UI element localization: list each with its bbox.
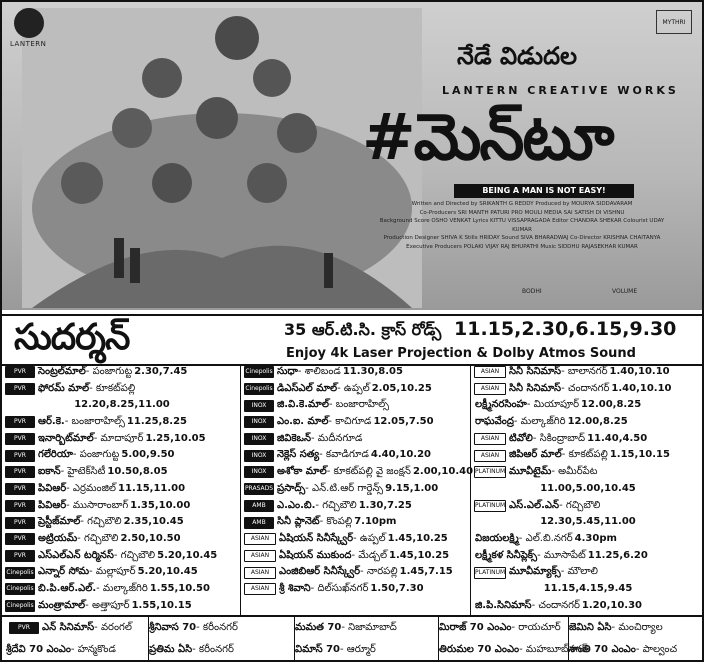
chain-logo: ASIAN xyxy=(244,567,276,579)
theatre-name: జి.పి.సినిమాస్ xyxy=(475,599,532,611)
theatre-area: - గచ్చిబౌలి xyxy=(113,549,156,561)
theatre-area: - గచ్చిబౌలి xyxy=(315,499,357,511)
movie-title: #మెన్‌టూ xyxy=(362,101,613,175)
sponsor-logo: BODHI xyxy=(522,288,542,295)
theatre-name: ప్రసాద్స్ xyxy=(277,482,306,494)
showtimes: 1.45,10.25 xyxy=(387,532,448,544)
chain-logo: ASIAN xyxy=(474,383,506,395)
listing-row xyxy=(2,447,240,464)
theatre-name: సుధా xyxy=(277,366,298,377)
main-theatre-times: 11.15,2.30,6.15,9.30 xyxy=(454,318,677,340)
chain-logo: PVR xyxy=(5,550,35,562)
theatre-name: విమాస్ 70 xyxy=(295,644,341,655)
chain-logo: PVR xyxy=(5,366,35,378)
theatre-name: మిరాజ్ 70 ఎంఎం xyxy=(439,622,512,633)
theatre-name: ఎస్ఎల్ఎన్ టర్మినస్ xyxy=(38,549,114,561)
listing-row xyxy=(2,414,240,431)
theatre-name: సెంట్రల్‌మాల్ xyxy=(38,366,86,377)
showtimes: 1.30,7.25 xyxy=(358,499,412,511)
theatre-name: శ్రీ శివాని xyxy=(279,582,311,594)
theatre-name: ఎ.ఎం.బి. xyxy=(277,499,316,511)
listing-row xyxy=(241,464,474,481)
theatre-name: ఇనార్బిట్‌మాల్ xyxy=(38,432,94,444)
credit-line: Co-Producers SRI MANTH PATURI PRO MOULI MEDIA SAI SATISH DI VISHNU xyxy=(419,209,625,216)
theatre-name: ఎన్ సినిమాస్ xyxy=(42,622,95,633)
movie-poster xyxy=(2,2,702,310)
theatre-name: లక్ష్మీనరసింహ xyxy=(475,399,527,411)
chain-logo: PLATINUM xyxy=(474,466,506,478)
theatre-area: - వరంగల్ xyxy=(94,622,132,633)
theatre-area: - నారపల్లి xyxy=(360,566,398,578)
chain-logo: Cinepolis xyxy=(5,600,35,612)
theatre-name: అశోకా మాల్ xyxy=(277,466,327,478)
theatre-area: - బాలానగర్ xyxy=(561,366,608,377)
listing-row xyxy=(241,364,471,381)
theatre-name: జివికెఒన్ xyxy=(277,432,311,444)
chain-logo: Cinepolis xyxy=(5,583,35,595)
theatre-name: పివిఆర్ xyxy=(38,499,67,511)
showtimes: 11.15,4.15,9.45 xyxy=(543,582,633,594)
theatre-area: - అమీర్‌పేట xyxy=(551,466,598,478)
chain-logo: PVR xyxy=(5,416,35,428)
theatre-name: పివిఆర్ xyxy=(38,482,67,494)
showtimes: 5.00,9.50 xyxy=(121,449,175,461)
showtimes: 1.35,10.00 xyxy=(130,499,191,511)
chain-logo: ASIAN xyxy=(474,433,506,445)
credit-line: Executive Producers POLAKI VIJAY RAJ BHUPATHI Music SIDDHU RAJASEKHAR KUMAR xyxy=(406,243,638,250)
theatre-area: - దిల్‌సుఖ్‌నగర్ xyxy=(310,582,369,594)
showtimes: 2.00,10.40 xyxy=(412,466,474,478)
listing-row xyxy=(471,381,703,398)
theatre-name: ఎంజిబిఆర్ సినీస్క్వేర్ xyxy=(279,566,361,578)
chain-logo: ASIAN xyxy=(244,533,276,545)
theatre-area: - చందానగర్ xyxy=(531,599,580,611)
theatre-area: - ఉప్పల్ xyxy=(353,532,386,544)
theatre-area: - మహబూబ్‌నగర్ xyxy=(519,644,588,655)
listing-row xyxy=(471,581,703,598)
listing-row xyxy=(241,564,471,581)
theatre-name: మంత్రామాల్ xyxy=(38,599,86,611)
showtimes: 1.55,10.50 xyxy=(149,582,210,594)
showtimes: 2.05,10.25 xyxy=(371,382,432,394)
district-theatre xyxy=(568,617,701,639)
theatre-area: - పంజాగుట్ట xyxy=(85,366,133,377)
chain-logo: ASIAN xyxy=(244,550,276,562)
theatre-area: - నిజామాబాద్ xyxy=(341,622,397,633)
showtimes: 5.20,10.45 xyxy=(157,549,218,561)
theatre-name: ఏషియన్ ముకుంద xyxy=(279,549,352,561)
main-theatre-tech: Enjoy 4k Laser Projection & Dolby Atmos Sound xyxy=(286,346,636,361)
theatre-area: - కొంపల్లి xyxy=(319,516,353,528)
theatre-name: నెక్లెస్ సత్య xyxy=(277,449,320,461)
listing-row xyxy=(241,581,471,598)
showtimes: 12.00,8.25 xyxy=(581,399,642,411)
theatre-name: ఎస్.ఎల్.ఎన్ xyxy=(509,499,560,511)
district-theatre xyxy=(568,639,701,661)
district-listings xyxy=(2,615,702,662)
chain-logo: PVR xyxy=(5,383,35,395)
theatre-name: టివోలి xyxy=(509,432,533,444)
showtimes: 1.55,10.15 xyxy=(131,599,192,611)
theatre-name: అట్రియమ్ xyxy=(38,532,78,544)
theatre-area: - కూకట్‌పల్లి xyxy=(89,382,136,394)
listing-row xyxy=(241,431,471,448)
chain-logo: INOX xyxy=(244,433,274,445)
listing-row xyxy=(2,548,240,565)
theatre-area: - హైటెక్‌సిటీ xyxy=(60,466,106,478)
listing-row xyxy=(241,548,471,565)
theatre-name: ప్రెస్టీజ్‌మాల్ xyxy=(38,516,81,528)
theatre-area: - మంచిర్యాల xyxy=(611,622,663,633)
theatre-area: - మూసాపేట్ xyxy=(537,549,586,561)
chain-logo: Cinepolis xyxy=(244,366,274,378)
theatre-name: బి.పి.ఆర్.ఎల్. xyxy=(38,582,97,594)
listing-row xyxy=(471,548,703,565)
chain-logo: PVR xyxy=(9,622,39,634)
tagline: BEING A MAN IS NOT EASY! xyxy=(454,184,634,198)
district-theatre xyxy=(438,639,588,661)
listing-row xyxy=(2,564,240,581)
lantern-logo-icon xyxy=(14,8,44,38)
theatre-area: - చందానగర్ xyxy=(561,382,610,394)
theatre-name: జెమిని ఏసి xyxy=(569,622,612,633)
listing-row xyxy=(241,447,471,464)
listing-row xyxy=(241,381,471,398)
listing-row xyxy=(241,498,471,515)
showtimes: 11.40,4.50 xyxy=(587,432,648,444)
district-theatre xyxy=(148,639,289,661)
theatre-area: - పంజాగుట్ట xyxy=(72,449,120,461)
theatre-area: - అత్తాపూర్ xyxy=(85,599,130,611)
chain-logo: PVR xyxy=(5,466,35,478)
district-theatre xyxy=(6,617,142,639)
chain-logo: PVR xyxy=(5,517,35,529)
chain-logo: PRASADS xyxy=(244,483,274,495)
theatre-area: - గచ్చిబౌలి xyxy=(80,516,122,528)
theatre-name: ఎం.ఐ. మాల్ xyxy=(277,416,329,428)
sponsor-logo: VOLUME xyxy=(612,288,638,295)
theatre-area: - గచ్చిబౌలి xyxy=(77,532,119,544)
theatre-name: సినీ ప్లానెట్ xyxy=(277,516,320,528)
credit-line: Background Score OSHO VENKAT Lyrics KITTU VISSAPRAGADA Editor CHANDRA SHEKAR Colourist UDAY KUMAR xyxy=(379,218,665,233)
listing-row xyxy=(471,481,703,498)
theatre-area: - సికింద్రాబాద్ xyxy=(532,432,586,444)
listing-row xyxy=(471,414,703,431)
chain-logo: INOX xyxy=(244,466,274,478)
listing-row xyxy=(471,397,703,414)
district-theatre xyxy=(6,639,142,661)
main-theatre-banner xyxy=(2,314,702,366)
theatre-area: - కాచిగూడ xyxy=(328,416,372,428)
theatre-area: - మల్లాపూర్ xyxy=(89,566,136,578)
theatre-area: - మౌలాలి xyxy=(560,566,598,578)
showtimes: 11.15,11.00 xyxy=(118,482,186,494)
listing-row xyxy=(241,414,471,431)
credits-block xyxy=(372,200,672,251)
district-theatre xyxy=(294,617,433,639)
chain-logo: Cinepolis xyxy=(244,383,274,395)
chain-logo: PVR xyxy=(5,500,35,512)
showtimes: 7.10pm xyxy=(354,516,397,528)
chain-logo: INOX xyxy=(244,400,274,412)
listing-row xyxy=(2,381,240,398)
listing-row xyxy=(2,598,240,615)
showtimes: 1.50,7.30 xyxy=(370,582,424,594)
theatre-area: - ఎన్.టి.ఆర్ గార్డెన్స్ xyxy=(305,482,384,494)
showtimes: 1.45,7.15 xyxy=(399,566,453,578)
theatre-area: - పాల్వంచ xyxy=(635,644,678,655)
showtimes: 11.25,6.20 xyxy=(587,549,648,561)
listing-row xyxy=(2,431,240,448)
theatre-name: ఏషియన్ సినీస్క్వేర్ xyxy=(279,532,354,544)
chain-logo: ASIAN xyxy=(474,366,506,378)
listing-column xyxy=(240,364,474,615)
chain-logo: PVR xyxy=(5,533,35,545)
theatre-name: ఎన్నార్ సోమ xyxy=(38,566,90,578)
theatre-name: ప్రతిమ ఏసి xyxy=(149,644,193,655)
theatre-area: - ఎర్రమంజిల్ xyxy=(66,482,117,494)
chain-logo: PLATINUM xyxy=(474,500,506,512)
mythri-logo: MYTHRI xyxy=(656,10,692,34)
theatre-area: - బంజారాహిల్స్ xyxy=(328,399,390,411)
chain-logo: INOX xyxy=(244,416,274,428)
chain-logo: Cinepolis xyxy=(5,567,35,579)
showtimes: 4.40,10.20 xyxy=(370,449,431,461)
listing-row xyxy=(241,397,471,414)
theatre-area: - మదీనగూడ xyxy=(310,432,363,444)
showtimes: 12.30,5.45,11.00 xyxy=(540,516,636,528)
listing-row xyxy=(471,464,703,481)
theatre-area: - ఆర్మూర్ xyxy=(340,644,376,655)
listing-row xyxy=(2,364,240,381)
theatre-name: లక్ష్మీకళ సినీప్లెక్స్ xyxy=(475,549,538,561)
main-theatre-name: సుదర్శన్ xyxy=(14,317,130,358)
theatre-name: సినీ సినిమాస్ xyxy=(509,366,562,377)
theatre-area: - మల్కాజ్‌గిరి xyxy=(96,582,148,594)
listing-row xyxy=(2,581,240,598)
listing-row xyxy=(471,531,703,548)
theatre-name: డిఎస్ఎల్ మాల్ xyxy=(277,382,338,394)
showtimes: 11.00,5.00,10.45 xyxy=(540,482,636,494)
chain-logo: PVR xyxy=(5,483,35,495)
theatre-name: తిరుమల 70 ఎంఎం xyxy=(439,644,520,655)
theatre-area: - కరీంనగర్ xyxy=(192,644,234,655)
theatre-area: - మేడ్చల్ xyxy=(351,549,388,561)
showtimes: 1.25,10.05 xyxy=(145,432,206,444)
showtimes: 4.30pm xyxy=(574,532,617,544)
showtimes: 11.25,8.25 xyxy=(126,416,188,428)
credit-line: Production Designer SHIVA K Stills HRIDAY Sound SIVA BHARADWAJ Co-Director KRISHNA CHAITANYA xyxy=(383,235,661,242)
listing-column xyxy=(2,364,240,615)
theatre-area: - ముసారాంబాగ్ xyxy=(66,499,129,511)
chain-logo: PVR xyxy=(5,450,35,462)
showtimes: 5.20,10.45 xyxy=(137,566,198,578)
theatre-name: రాఘవేంద్ర xyxy=(475,416,514,428)
listing-row xyxy=(471,598,703,615)
listing-column xyxy=(470,364,703,615)
theatre-name: మమత 70 xyxy=(295,622,342,633)
theatre-name: ఫోరమ్ మాల్ xyxy=(38,382,90,394)
listing-row xyxy=(241,514,471,531)
chain-logo: PLATINUM xyxy=(474,567,506,579)
listing-row xyxy=(2,531,240,548)
listing-row xyxy=(2,397,240,414)
theatre-name: విజయలక్ష్మి xyxy=(475,532,519,544)
theatre-name: మూవీమ్యాక్స్ xyxy=(509,566,561,578)
listing-row xyxy=(2,481,240,498)
listing-row xyxy=(241,481,471,498)
lantern-logo-text: LANTERN xyxy=(10,40,47,48)
theatre-listings xyxy=(2,364,702,615)
listing-row xyxy=(2,514,240,531)
theatre-area: - ఉప్పల్ xyxy=(337,382,370,394)
chain-logo: ASIAN xyxy=(474,450,506,462)
theatre-name: సినీ సినిమాస్ xyxy=(509,382,562,394)
chain-logo: INOX xyxy=(244,450,274,462)
district-theatre xyxy=(148,617,289,639)
theatre-area: - కరీంనగర్ xyxy=(196,622,238,633)
theatre-name: ఆర్.కె. xyxy=(38,416,65,428)
theatre-name: శ్రీనివాస 70 xyxy=(149,622,197,633)
theatre-name: శ్రీదేవి 70 ఎంఎం xyxy=(6,644,71,655)
theatre-area: - మాదాపూర్ xyxy=(93,432,144,444)
chain-logo: AMB xyxy=(244,517,274,529)
studio-name: LANTERN CREATIVE WORKS xyxy=(442,84,679,97)
theatre-name: శాంతి 70 ఎంఎం xyxy=(569,644,636,655)
showtimes: 12.20,8.25,11.00 xyxy=(74,399,170,411)
theatre-area: - కూకట్‌పల్లి వై జంక్షన్ xyxy=(326,466,411,478)
main-theatre-location: 35 ఆర్.టి.సి. క్రాస్ రోడ్స్ xyxy=(284,320,442,339)
listing-row xyxy=(471,514,703,531)
showtimes: 2.30,7.45 xyxy=(134,366,188,377)
showtimes: 10.50,8.05 xyxy=(107,466,168,478)
theatre-name: మూవీటైమ్ xyxy=(509,466,552,478)
listing-row xyxy=(471,447,703,464)
showtimes: 1.40,10.10 xyxy=(609,366,670,377)
theatre-area: - కూకట్‌పల్లి xyxy=(561,449,608,461)
theatre-name: జి.వి.కె.మాల్ xyxy=(277,399,329,411)
showtimes: 1.20,10.30 xyxy=(581,599,642,611)
showtimes: 1.40,10.10 xyxy=(611,382,672,394)
theatre-name: ఐకాన్ xyxy=(38,466,61,478)
theatre-area: - శాలిబండ xyxy=(297,366,341,377)
district-theatre xyxy=(438,617,563,639)
listing-row xyxy=(471,498,703,515)
theatre-name: జిపిఆర్ మాల్ xyxy=(509,449,562,461)
chain-logo: ASIAN xyxy=(244,583,276,595)
theatre-area: - హన్మకొండ xyxy=(70,644,116,655)
showtimes: 1.45,10.25 xyxy=(389,549,450,561)
district-theatre xyxy=(294,639,433,661)
listing-row xyxy=(471,364,703,381)
theatre-area: - ఎల్.బి.నగర్ xyxy=(518,532,573,544)
theatre-area: - రాయచూర్ xyxy=(511,622,561,633)
showtimes: 12.05,7.50 xyxy=(373,416,434,428)
showtimes: 2.35,10.45 xyxy=(123,516,184,528)
theatre-area: - మియాపూర్ xyxy=(526,399,580,411)
theatre-name: గలేరియా xyxy=(38,449,73,461)
release-text: నేడే విడుదల xyxy=(457,42,578,70)
theatre-area: - బంజారాహిల్స్ xyxy=(64,416,125,428)
theatre-area: - కవాడిగూడ xyxy=(319,449,369,461)
showtimes: 1.15,10.15 xyxy=(609,449,670,461)
credit-line: Written and Directed by SRIKANTH G REDDY Produced by MOURYA SIDDAVARAM xyxy=(411,201,633,207)
showtimes: 12.00,8.25 xyxy=(567,416,628,428)
showtimes: 9.15,1.00 xyxy=(385,482,439,494)
theatre-area: - గచ్చిబౌలి xyxy=(559,499,601,511)
showtimes: 11.30,8.05 xyxy=(342,366,403,377)
listing-row xyxy=(2,464,240,481)
listing-row xyxy=(241,531,471,548)
chain-logo: PVR xyxy=(5,433,35,445)
listing-row xyxy=(471,431,703,448)
chain-logo: AMB xyxy=(244,500,274,512)
listing-row xyxy=(2,498,240,515)
listing-row xyxy=(471,564,703,581)
showtimes: 2.50,10.50 xyxy=(120,532,181,544)
theatre-area: - మల్కాజ్‌గిరి xyxy=(513,416,566,428)
